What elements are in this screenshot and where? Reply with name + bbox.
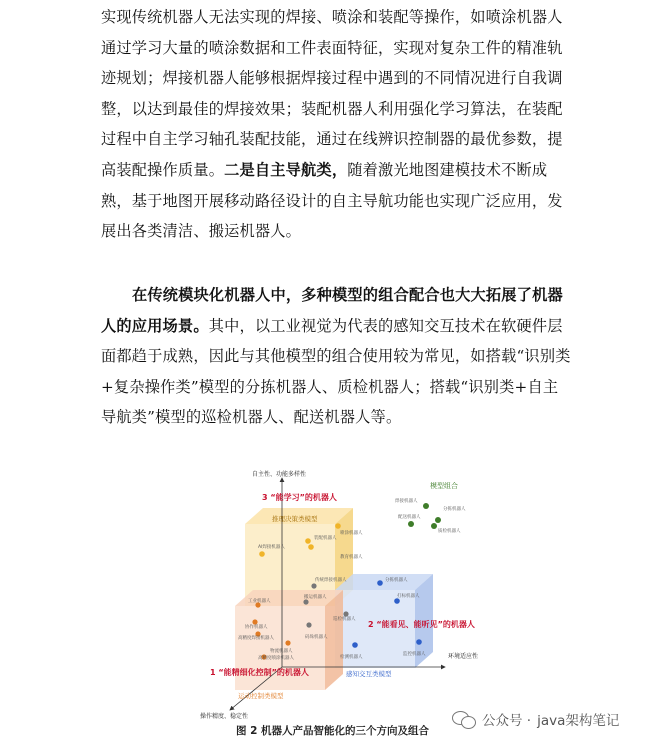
figure-caption: 图 2 机器人产品智能化的三个方向及组合 [235,725,430,737]
paragraph-2-bold: 在传统模块化机器人中，多种模型的组合配合也大大拓展了机器人的应用场景。 [101,286,563,335]
right-item-1: 分拣机器人 [385,578,408,583]
left-item-5: 高精度喷涂机器人 [258,656,294,661]
left-item-2: 协作机器人 [245,625,268,630]
center-point-2 [303,599,308,604]
legend-point-3 [408,521,414,527]
right-point-4 [352,642,358,648]
watermark-prefix: 公众号 · [482,713,532,729]
cube-top-title: 3 “能学习”的机器人 [262,493,337,502]
top-item-1: 装配机器人 [314,536,337,541]
paragraph-2-tail: 其中，以工业视觉为代表的感知交互技术在软硬件层面都趋于成熟，因此与其他模型的组合使用较为常见，如搭载“识别类+复杂操作类”模型的分拣机器人、质检机器人；搭载“识别类+自主导航类”模型的巡检机器人、配送机器人等。 [101,316,571,427]
paragraph-1 [101,2,571,247]
figure-svg [190,462,490,724]
top-point-2 [259,551,265,557]
top-item-4: 教育机器人 [340,555,363,560]
left-item-1: 工业机器人 [248,599,271,604]
legend-point-1 [423,503,429,509]
cube-right-model: 感知交互类模型 [346,670,392,678]
top-item-3: 喷涂机器人 [340,531,363,536]
paragraph-2 [101,280,571,433]
center-item-3: 巡检机器人 [333,617,356,622]
x-axis-label: 环境适应性 [448,653,479,660]
top-point-3 [308,544,314,550]
legend-item-1: 焊接机器人 [395,499,418,504]
top-point-4 [335,523,341,529]
center-point-3 [343,611,348,616]
legend-item-3: 配送机器人 [398,515,421,520]
y-axis-label: 自主性、功能多样性 [252,471,307,478]
center-item-2: 搬运机器人 [304,595,327,600]
right-point-2 [394,598,400,604]
cube-left-title: 1 “能精细化控制”的机器人 [210,668,309,677]
top-item-2: AI焊接机器人 [258,545,285,550]
right-item-2: 打标机器人 [397,594,420,599]
top-point-1 [305,538,311,544]
legend-item-4: 质检机器人 [438,529,461,534]
paragraph-1-bold: 二是自主导航类， [224,160,348,179]
center-item-4: 码垛机器人 [305,635,328,640]
cube-right-title: 2 “能看见、能听见”的机器人 [368,620,475,629]
paragraph-1-text: 实现传统机器人无法实现的焊接、喷涂和装配等操作，如喷涂机器人通过学习大量的喷涂数据和工件表面特征，实现对复杂工件的精准轨迹规划；焊接机器人能够根据焊接过程中遇到的不同情况进行自我调整，以达到最佳的焊接效果；装配机器人利用强化学习算法，在装配过程中自主学习轴孔装配技能，通过在线辨识控制器的最优参数，提高装配操作质量。 [101,8,563,179]
watermark-name: java架构笔记 [537,713,620,729]
z-axis-label: 操作精度、稳定性 [200,713,249,720]
right-item-4: 检测机器人 [340,655,363,660]
right-point-3 [416,639,422,645]
cube-left-model: 运动控制类模型 [238,692,284,700]
center-point-4 [306,622,311,627]
center-point-1 [311,583,316,588]
cube-top-model: 推理决策类模型 [272,515,318,523]
paragraph-1-tail: 随着激光地图建模技术不断成熟，基于地图开展移动路径设计的自主导航功能也实现广泛应用，发展出各类清洁、搬运机器人。 [101,160,563,241]
robot-direction-figure [190,462,490,724]
right-item-3: 监控机器人 [403,652,426,657]
left-point-4 [285,640,290,645]
legend-title: 模型组合 [430,482,458,490]
left-item-4: 物流机器人 [270,649,293,654]
right-point-1 [377,580,383,586]
legend-point-2 [435,517,441,523]
legend-point-4 [431,523,437,529]
left-item-3: 高精度焊接机器人 [238,636,274,641]
center-item-1: 传统焊接机器人 [315,578,347,583]
legend-item-2: 分拣机器人 [443,507,466,512]
left-point-2 [252,619,257,624]
